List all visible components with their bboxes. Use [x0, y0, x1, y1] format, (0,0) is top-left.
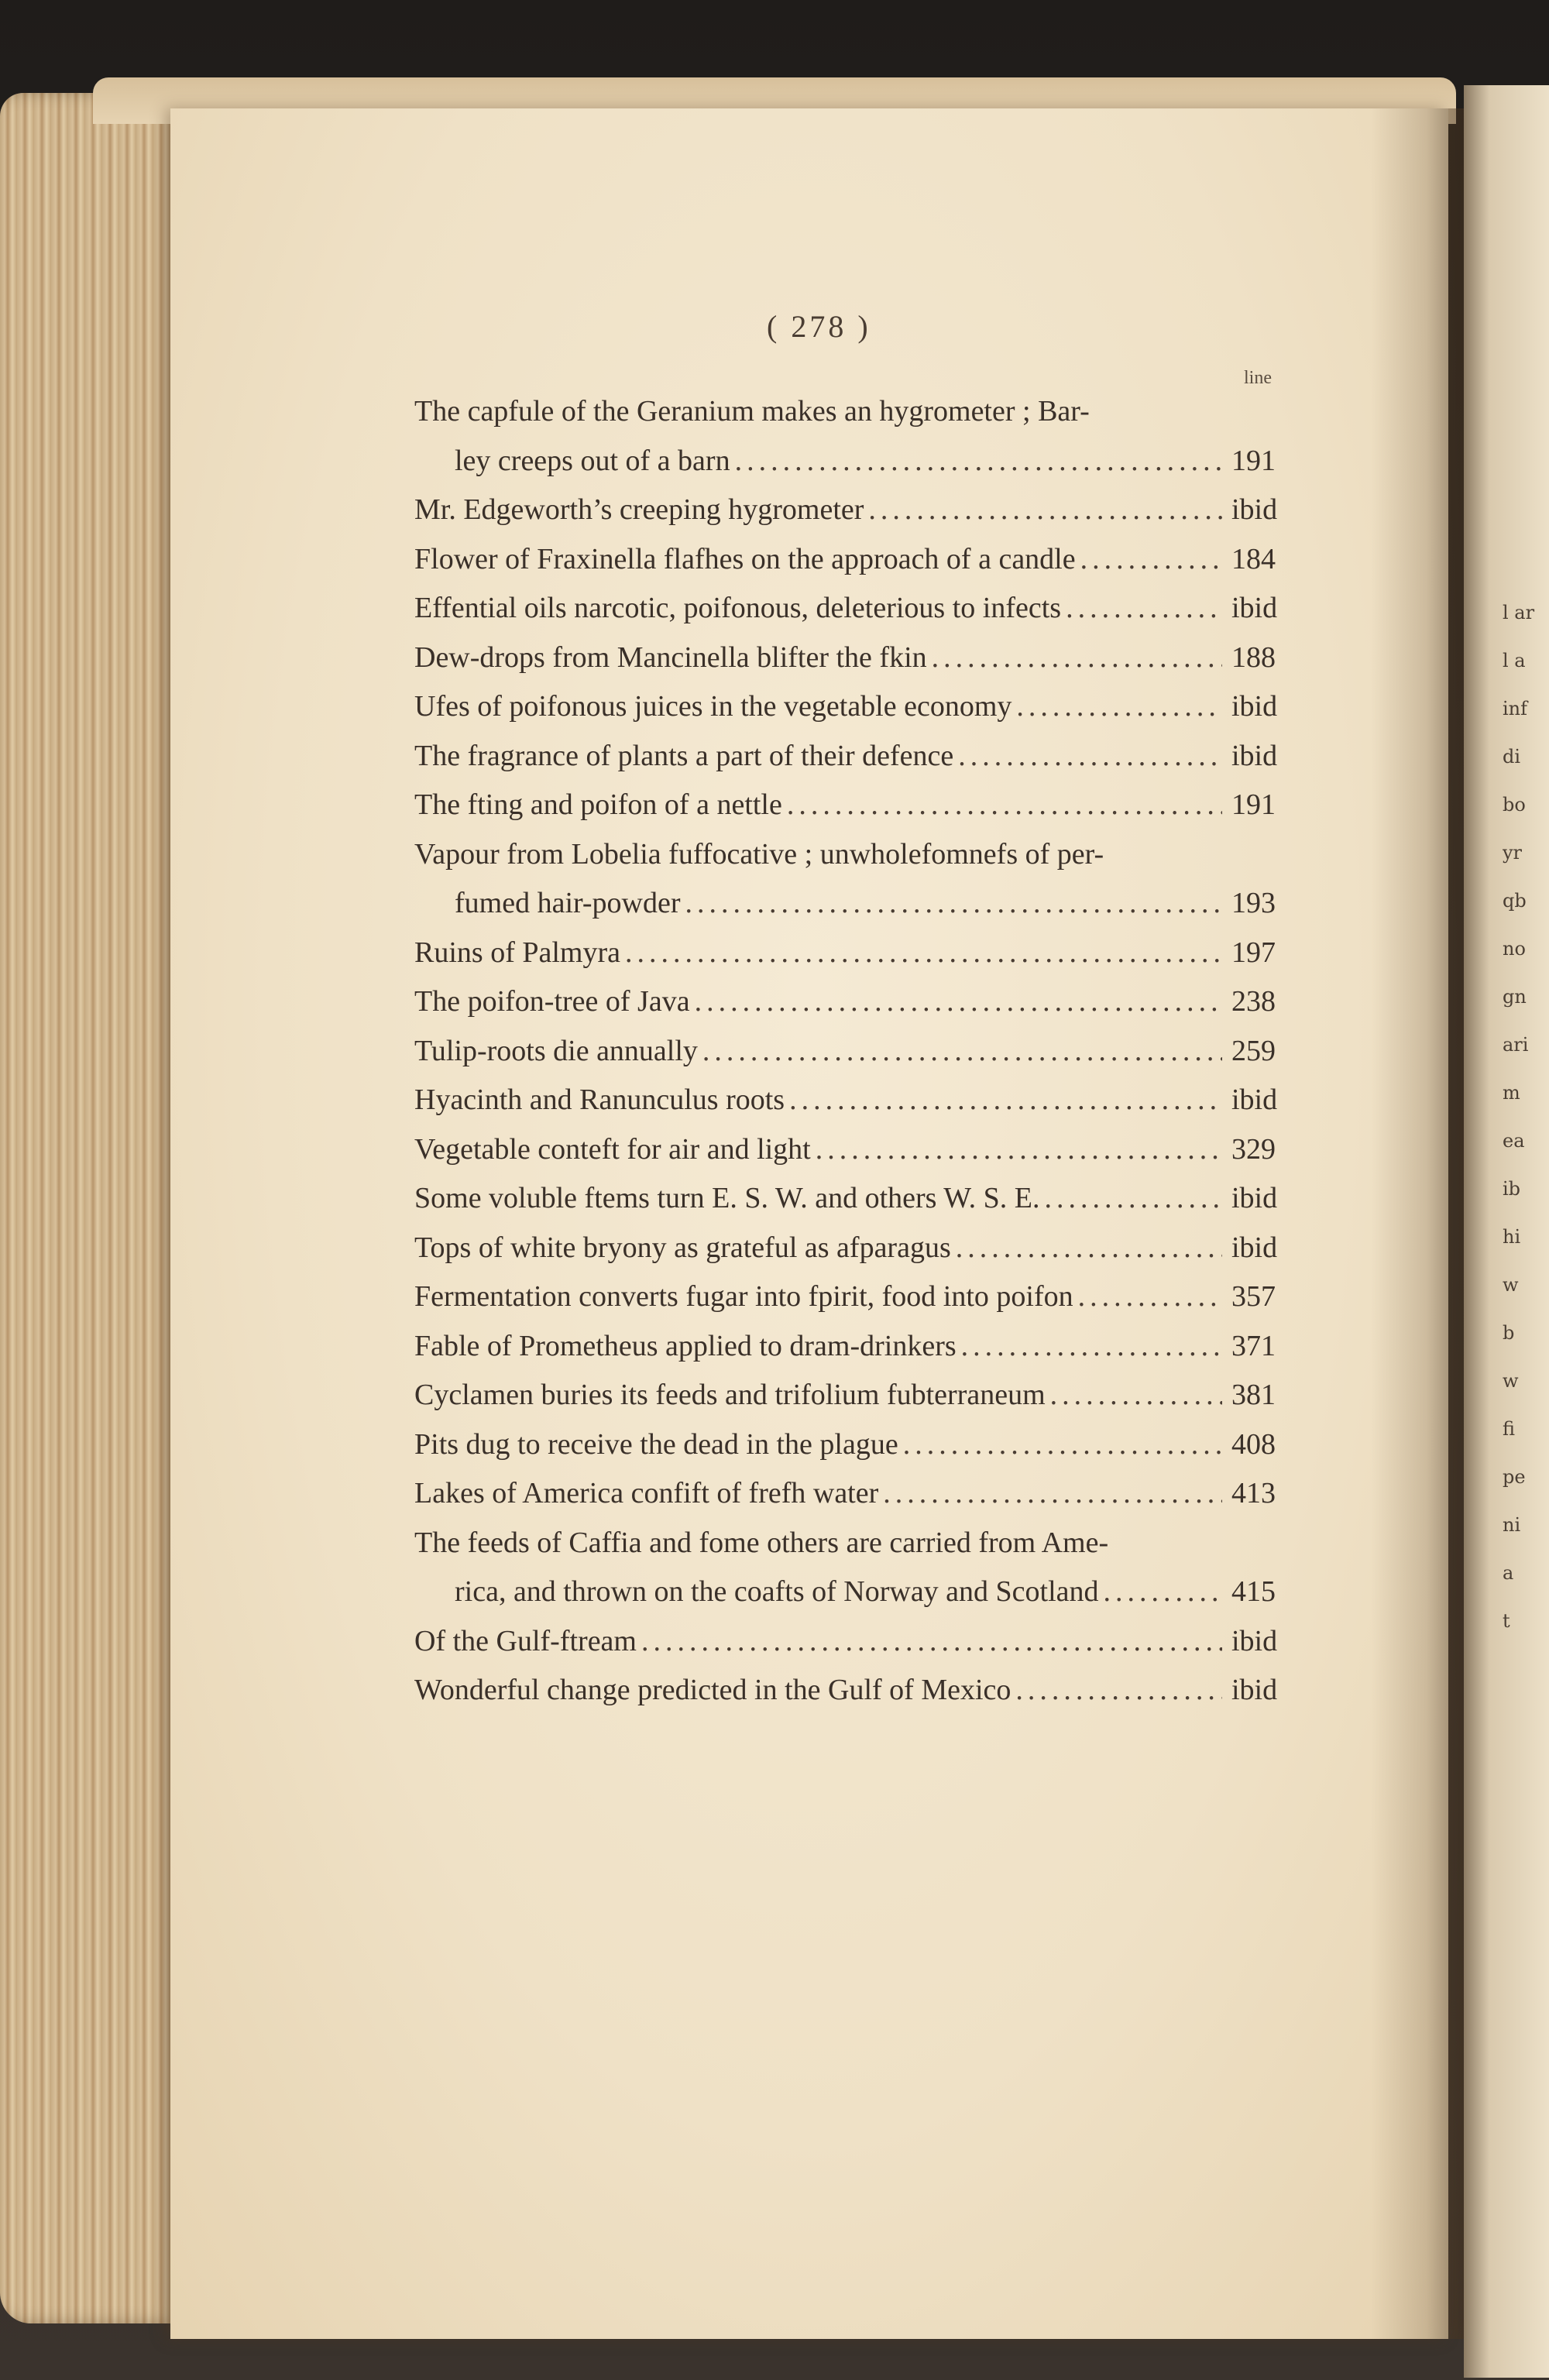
dot-leader	[1044, 1174, 1222, 1224]
entry-text: The fragrance of plants a part of their defence	[414, 739, 954, 772]
entry-text: The capfule of the Geranium makes an hygrometer ; Bar-	[414, 395, 1090, 428]
dot-leader	[625, 929, 1222, 978]
line-reference: 408	[1231, 1427, 1276, 1461]
entry-text: Of the Gulf-ftream	[414, 1624, 637, 1657]
line-reference: 184	[1231, 542, 1276, 575]
line-reference: ibid	[1231, 739, 1278, 772]
dot-leader	[958, 732, 1222, 781]
line-reference: ibid	[1231, 592, 1278, 624]
facing-page-fragment: ea	[1503, 1130, 1525, 1152]
line-reference: 415	[1231, 1575, 1276, 1608]
facing-page-fragment: ari	[1503, 1034, 1529, 1056]
dot-leader	[1104, 1568, 1222, 1617]
dot-leader	[883, 1469, 1222, 1519]
line-reference: 191	[1231, 444, 1276, 477]
entry-text: rica, and thrown on the coafts of Norway and Scotland	[455, 1575, 1099, 1608]
index-entry	[414, 1125, 1293, 1175]
index-entry-line	[414, 1666, 1293, 1715]
dot-leader	[641, 1617, 1222, 1667]
index-entry	[414, 977, 1293, 1027]
line-reference: ibid	[1231, 493, 1278, 526]
line-reference: 197	[1231, 936, 1276, 969]
entry-text: Ruins of Palmyra	[414, 936, 620, 969]
entry-text: Mr. Edgeworth’s creeping hygrometer	[414, 493, 864, 526]
index-entry	[414, 634, 1293, 683]
entry-text: ley creeps out of a barn	[455, 444, 730, 477]
line-reference: 259	[1231, 1034, 1276, 1067]
entry-text: The fting and poifon of a nettle	[414, 788, 782, 821]
column-header: line	[1244, 368, 1272, 388]
index-entry	[414, 1224, 1293, 1273]
entry-text: Lakes of America confift of frefh water	[414, 1477, 879, 1509]
dot-leader	[1066, 584, 1222, 634]
entry-text: Tops of white bryony as grateful as afparagus	[414, 1231, 951, 1264]
line-reference: 329	[1231, 1132, 1276, 1166]
spine-shadow	[1371, 108, 1464, 2339]
index-entry-line	[414, 1125, 1293, 1175]
facing-page-fragment: fi	[1503, 1418, 1516, 1440]
entry-text: The poifon-tree of Java	[414, 985, 690, 1018]
index-entry-line	[414, 634, 1293, 683]
dot-leader	[961, 1322, 1222, 1372]
index-entry-line	[414, 1174, 1293, 1224]
index-entry	[414, 1076, 1293, 1125]
dot-leader	[787, 781, 1222, 830]
index-entry	[414, 486, 1293, 535]
entry-text: The feeds of Caffia and fome others are carried from Ame-	[414, 1526, 1109, 1559]
index-entry-line	[414, 1617, 1293, 1667]
index-entry-line	[414, 682, 1293, 732]
index-entry-line	[414, 1076, 1293, 1125]
index-entry-line	[414, 1272, 1293, 1322]
facing-page-fragment: ib	[1503, 1178, 1521, 1200]
facing-page-fragment: hi	[1503, 1226, 1521, 1248]
index-entry-line	[414, 387, 1293, 437]
facing-page-fragment: m	[1503, 1082, 1520, 1104]
line-reference: ibid	[1231, 1182, 1278, 1214]
index-entry	[414, 1272, 1293, 1322]
facing-page-fragment: w	[1503, 1274, 1519, 1296]
index-entry-line	[414, 1371, 1293, 1420]
facing-page-fragment: yr	[1503, 842, 1523, 864]
entry-text: Cyclamen buries its feeds and trifolium fubterraneum	[414, 1379, 1046, 1411]
line-reference: ibid	[1231, 1231, 1278, 1264]
index-entry	[414, 1322, 1293, 1372]
dot-leader	[1050, 1371, 1222, 1420]
dot-leader	[695, 977, 1222, 1027]
entry-text: Dew-drops from Mancinella blifter the fkin	[414, 641, 927, 674]
facing-page-fragment: bo	[1503, 794, 1526, 816]
index-entry-line	[414, 584, 1293, 634]
index-entry	[414, 1469, 1293, 1519]
facing-page-fragment: ni	[1503, 1514, 1521, 1536]
facing-page-fragment: di	[1503, 746, 1521, 768]
page-edges-stack	[0, 93, 178, 2323]
entry-text: Fable of Prometheus applied to dram-drinkers	[414, 1329, 957, 1362]
index-entry-line	[414, 486, 1293, 535]
facing-page-text	[1503, 589, 1549, 1645]
entry-text: Fermentation converts fugar into fpirit, food into poifon	[414, 1280, 1073, 1313]
index-entry-line	[414, 437, 1293, 486]
facing-page-fragment: l ar	[1503, 602, 1535, 623]
entry-text: Effential oils narcotic, poifonous, deleterious to infects	[414, 592, 1062, 624]
index-entry-line	[414, 1027, 1293, 1077]
index-entry-line	[414, 1568, 1293, 1617]
dot-leader	[932, 634, 1222, 683]
facing-page-fragment: a	[1503, 1562, 1514, 1584]
index-entry	[414, 1174, 1293, 1224]
entry-text: Hyacinth and Ranunculus roots	[414, 1084, 785, 1116]
index-entry-line	[414, 1469, 1293, 1519]
entry-text: Flower of Fraxinella flafhes on the approach of a candle	[414, 542, 1076, 575]
line-reference: 357	[1231, 1280, 1276, 1313]
line-reference: 381	[1231, 1379, 1276, 1411]
entry-text: Tulip-roots die annually	[414, 1034, 698, 1067]
index-entry-line	[414, 732, 1293, 781]
index-entry-line	[414, 929, 1293, 978]
line-reference: 193	[1231, 887, 1276, 919]
entry-text: fumed hair-powder	[455, 887, 681, 919]
line-reference: ibid	[1231, 1084, 1278, 1116]
entry-text: Vapour from Lobelia fuffocative ; unwholefomnefs of per-	[414, 837, 1104, 871]
index-entry	[414, 1519, 1293, 1617]
index-entry-line	[414, 535, 1293, 585]
dot-leader	[868, 486, 1222, 535]
line-reference: 238	[1231, 985, 1276, 1018]
index-entry-line	[414, 977, 1293, 1027]
facing-page-fragment: w	[1503, 1370, 1519, 1392]
index-entries	[414, 387, 1293, 1715]
index-entry	[414, 682, 1293, 732]
dot-leader	[1016, 682, 1222, 732]
dot-leader	[903, 1420, 1222, 1470]
index-entry	[414, 1617, 1293, 1667]
index-entry	[414, 929, 1293, 978]
facing-page-fragment: t	[1503, 1610, 1510, 1632]
index-entry	[414, 1666, 1293, 1715]
line-reference: ibid	[1231, 690, 1278, 723]
index-entry-line	[414, 1420, 1293, 1470]
facing-page-fragment: qb	[1503, 890, 1527, 912]
line-reference: 191	[1231, 788, 1276, 821]
dot-leader	[816, 1125, 1222, 1175]
entry-text: Wonderful change predicted in the Gulf of Mexico	[414, 1674, 1011, 1706]
index-entry	[414, 1420, 1293, 1470]
facing-page-fragment: pe	[1503, 1466, 1526, 1488]
index-entry	[414, 830, 1293, 929]
facing-page-fragment: b	[1503, 1322, 1515, 1344]
index-entry-line	[414, 781, 1293, 830]
line-reference: 371	[1231, 1329, 1276, 1362]
index-entry-line	[414, 830, 1293, 880]
index-entry	[414, 535, 1293, 585]
entry-text: Some voluble ftems turn E. S. W. and others W. S. E.	[414, 1182, 1040, 1214]
entry-text: Ufes of poifonous juices in the vegetable economy	[414, 690, 1012, 723]
dot-leader	[1078, 1272, 1222, 1322]
index-entry	[414, 584, 1293, 634]
entry-text: Vegetable conteft for air and light	[414, 1132, 811, 1166]
index-entry	[414, 1027, 1293, 1077]
index-entry	[414, 1371, 1293, 1420]
dot-leader	[1015, 1666, 1222, 1715]
dot-leader	[1080, 535, 1222, 585]
line-reference: 413	[1231, 1477, 1276, 1509]
index-entry-line	[414, 1322, 1293, 1372]
index-entry-line	[414, 879, 1293, 929]
index-entry	[414, 387, 1293, 486]
facing-page-fragment: no	[1503, 938, 1526, 960]
dot-leader	[789, 1076, 1222, 1125]
index-entry-line	[414, 1519, 1293, 1568]
line-reference: ibid	[1231, 1674, 1278, 1706]
dot-leader	[956, 1224, 1222, 1273]
facing-page-fragment: gn	[1503, 986, 1527, 1008]
entry-text: Pits dug to receive the dead in the plague	[414, 1427, 898, 1461]
facing-page-fragment: l a	[1503, 650, 1526, 671]
dot-leader	[702, 1027, 1222, 1077]
facing-page-fragment: inf	[1503, 698, 1528, 719]
page-number: ( 278 )	[767, 309, 871, 344]
index-entry-line	[414, 1224, 1293, 1273]
index-entry	[414, 732, 1293, 781]
dot-leader	[685, 879, 1222, 929]
dot-leader	[735, 437, 1222, 486]
line-reference: ibid	[1231, 1624, 1278, 1657]
line-reference: 188	[1231, 641, 1276, 674]
index-entry	[414, 781, 1293, 830]
